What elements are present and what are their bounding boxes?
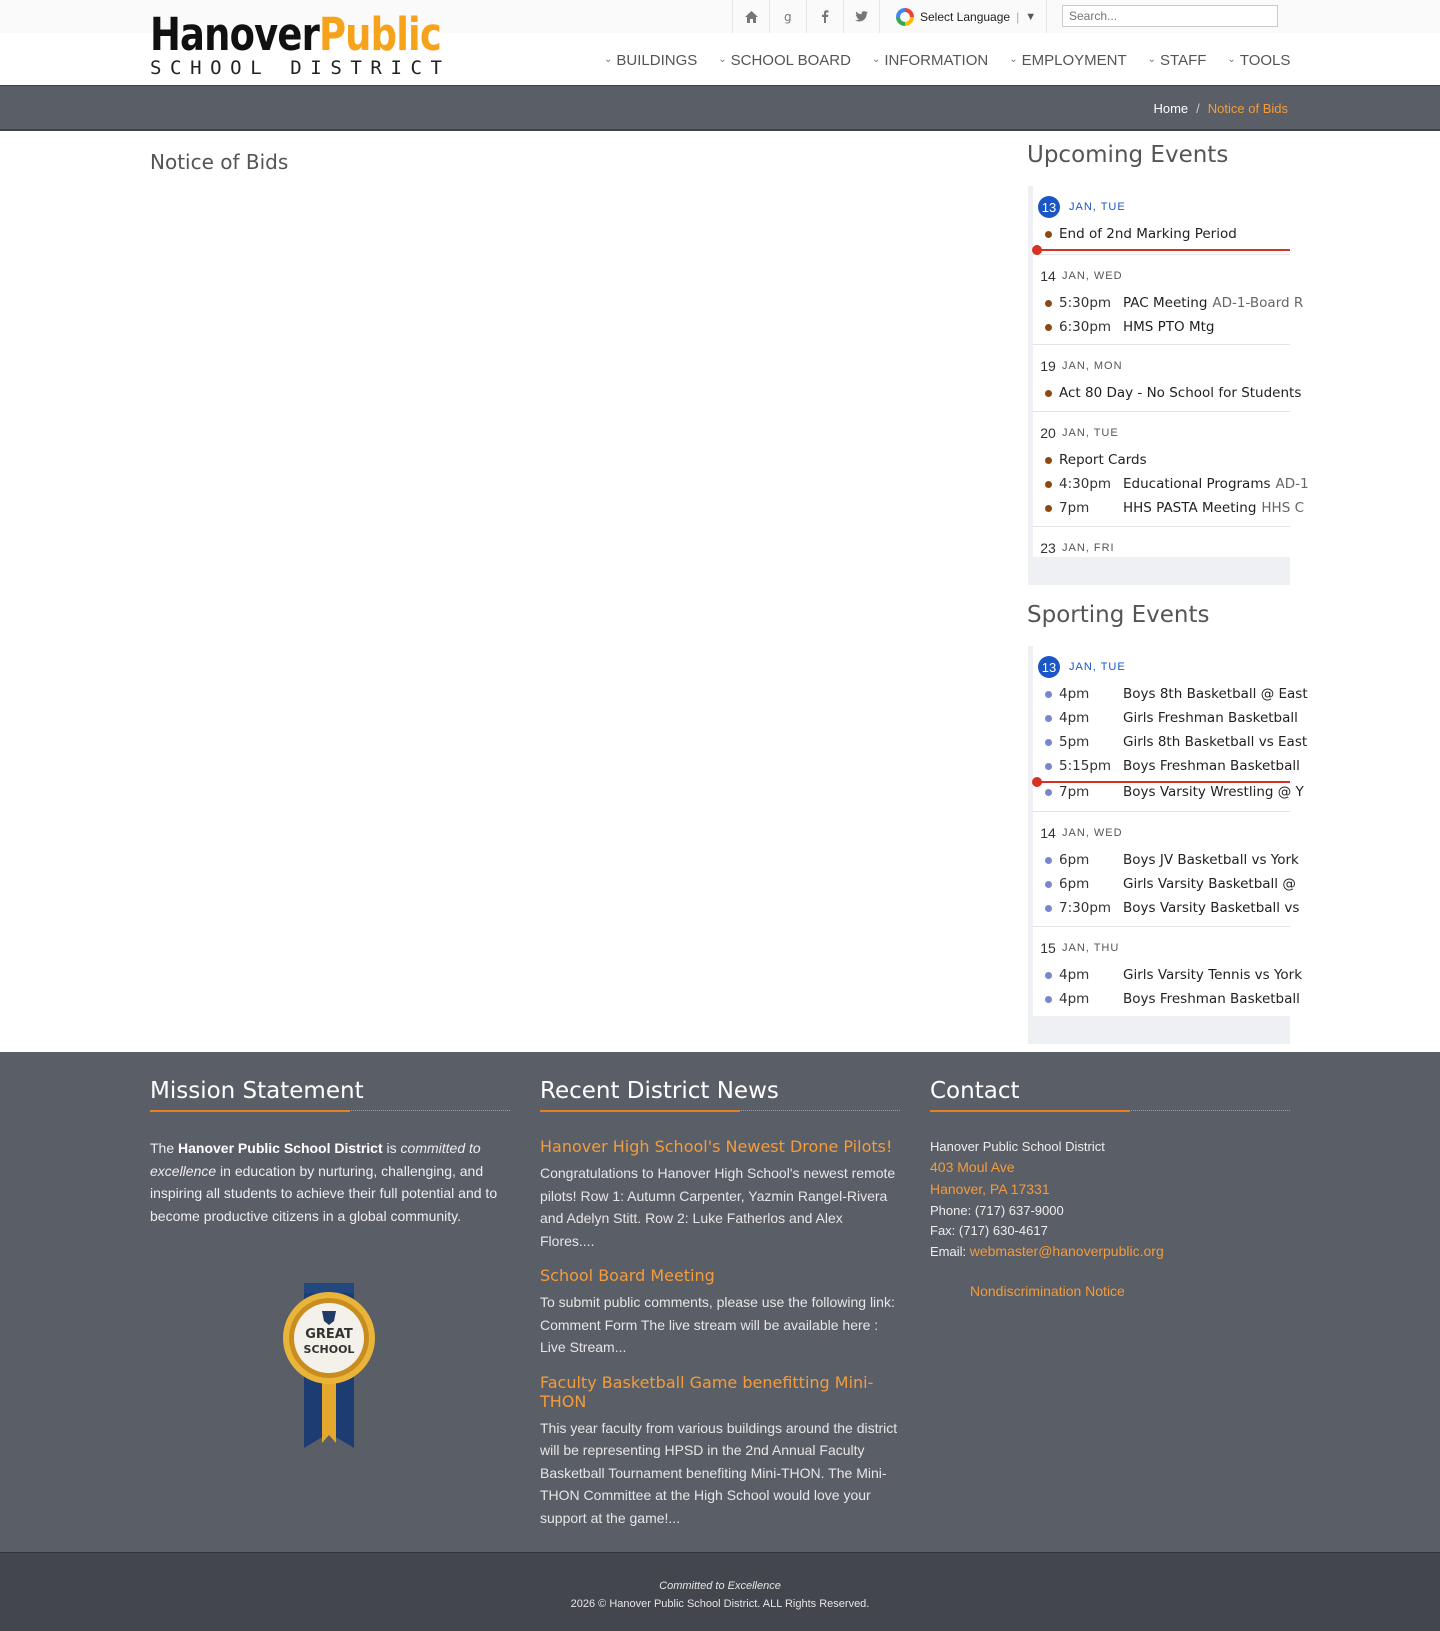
nav-employment[interactable]: ⌄ EMPLOYMENT xyxy=(1009,52,1127,69)
event-dot-icon xyxy=(1045,300,1052,307)
calendar-event[interactable]: 7pm HHS PASTA Meeting HHS C xyxy=(1038,496,1290,520)
today-date-badge: 13 xyxy=(1038,656,1060,678)
news-title: Recent District News xyxy=(540,1078,900,1111)
event-dot-icon xyxy=(1045,763,1052,770)
breadcrumb: Home / Notice of Bids xyxy=(1153,101,1288,116)
event-dot-icon xyxy=(1045,715,1052,722)
twitter-icon[interactable] xyxy=(843,0,880,33)
upcoming-events-calendar xyxy=(1028,186,1309,585)
tagline: Committed to Excellence xyxy=(659,1580,781,1592)
calendar-event[interactable]: 4:30pm Educational Programs AD-1 xyxy=(1038,472,1290,496)
nav-information[interactable]: ⌄ INFORMATION xyxy=(871,52,989,69)
district-logo[interactable] xyxy=(150,8,451,82)
chevron-down-icon: ⌄ xyxy=(1227,54,1236,65)
logo-word-hanover: Hanover xyxy=(150,8,319,61)
breadcrumb-home[interactable]: Home xyxy=(1153,101,1189,116)
calendar-day: 19 JAN, MON Act 80 Day - No School for Students xyxy=(1033,345,1290,412)
news-item: School Board Meeting To submit public comments, please use the following link: Comment Form The live stream will be available here : Live Stream... xyxy=(540,1266,900,1359)
event-dot-icon xyxy=(1045,739,1052,746)
nondiscrimination-link[interactable]: Nondiscrimination Notice xyxy=(970,1283,1125,1299)
event-dot-icon xyxy=(1045,972,1052,979)
calendar-event[interactable]: 6pm Girls Varsity Basketball @ xyxy=(1038,872,1290,896)
calendar-event[interactable]: 4pm Girls Freshman Basketball xyxy=(1038,706,1290,730)
breadcrumb-current: Notice of Bids xyxy=(1207,101,1288,116)
dropdown-arrow-icon: ▼ xyxy=(1025,10,1037,23)
calendar-day: 14 JAN, WED 6pm Boys JV Basketball vs York 6pm Girls Varsity Basketball @ 7:30pm Boys Varsity Basketball vs xyxy=(1033,812,1290,927)
upcoming-events-title: Upcoming Events xyxy=(1027,142,1229,168)
calendar-event[interactable]: 7pm Boys Varsity Wrestling @ Y xyxy=(1038,780,1290,804)
utility-links xyxy=(732,0,1047,33)
news-link[interactable]: Hanover High School's Newest Drone Pilots! xyxy=(540,1137,893,1156)
svg-text:g: g xyxy=(784,9,792,24)
chevron-down-icon: ⌄ xyxy=(871,54,881,65)
page-title: Notice of Bids xyxy=(150,150,289,174)
event-dot-icon xyxy=(1045,505,1052,512)
event-dot-icon xyxy=(1045,481,1052,488)
news-item: Faculty Basketball Game benefitting Mini-THON This year faculty from various buildings around the district will be representing HPSD in the 2nd Annual Faculty Basketball Tournament benefiting Mini-THON. The Mini-THON Committee at the High School would love your support at the game!... xyxy=(540,1373,900,1530)
event-dot-icon xyxy=(1045,905,1052,912)
calendar-day: 15 JAN, THU 4pm Girls Varsity Tennis vs York 4pm Boys Freshman Basketball xyxy=(1033,927,1290,1016)
calendar-event[interactable]: 4pm Boys 8th Basketball @ East xyxy=(1038,682,1290,706)
calendar-day: 20 JAN, TUE Report Cards 4:30pm Educational Programs AD-1 7pm HHS PASTA Meeting HHS C xyxy=(1033,412,1290,527)
event-dot-icon xyxy=(1045,457,1052,464)
chevron-down-icon: ⌄ xyxy=(718,54,727,65)
calendar-event[interactable]: 5:15pm Boys Freshman Basketball xyxy=(1038,754,1290,778)
calendar-event[interactable]: 4pm Girls Varsity Tennis vs York xyxy=(1038,963,1290,987)
calendar-day: 14 JAN, WED 5:30pm PAC Meeting AD-1-Board R 6:30pm HMS PTO Mtg xyxy=(1033,255,1290,345)
logo-subtitle: SCHOOL DISTRICT xyxy=(150,57,451,79)
google-plus-icon[interactable] xyxy=(769,0,806,33)
site-footer xyxy=(0,1052,1440,1552)
chevron-down-icon: ⌄ xyxy=(1147,54,1157,65)
event-dot-icon xyxy=(1045,789,1052,796)
calendar-day: 23 JAN, FRI xyxy=(1040,540,1115,556)
mission-title: Mission Statement xyxy=(150,1078,510,1111)
contact-info: Hanover Public School District 403 Moul Ave Hanover, PA 17331 Phone: (717) 637-9000 Fax: (717) 630-4617 Email: webmaster@hanoverpublic.org xyxy=(930,1139,1164,1259)
address-link[interactable]: 403 Moul Ave xyxy=(930,1159,1015,1175)
language-label: Select Language xyxy=(920,9,1011,24)
event-dot-icon xyxy=(1045,881,1052,888)
sporting-events-title: Sporting Events xyxy=(1027,602,1210,628)
calendar-event[interactable]: 5:30pm PAC Meeting AD-1-Board R xyxy=(1038,291,1290,315)
copyright-text: 2026 © Hanover Public School District. ALL Rights Reserved. xyxy=(570,1598,870,1610)
great-school-award-icon xyxy=(284,1283,374,1453)
breadcrumb-bar xyxy=(0,85,1440,131)
calendar-event[interactable]: 4pm Boys Freshman Basketball xyxy=(1038,987,1290,1011)
contact-column xyxy=(930,1078,1290,1299)
contact-title: Contact xyxy=(930,1078,1290,1111)
facebook-icon[interactable] xyxy=(806,0,843,33)
calendar-event[interactable]: 6:30pm HMS PTO Mtg xyxy=(1038,315,1290,339)
nav-staff[interactable]: ⌄ STAFF xyxy=(1147,52,1207,69)
event-dot-icon xyxy=(1045,231,1052,238)
news-item: Hanover High School's Newest Drone Pilots! Congratulations to Hanover High School's newest remote pilots! Row 1: Autumn Carpenter, Yazmin Rangel-Rivera and Adelyn Stitt. Row 2: Luke Fatherlos and Alex Flores.... xyxy=(540,1137,900,1252)
calendar-event[interactable]: 5pm Girls 8th Basketball vs East xyxy=(1038,730,1290,754)
calendar-day: 13 JAN, TUE End of 2nd Marking Period xyxy=(1033,186,1290,255)
mission-column xyxy=(150,1078,510,1356)
calendar-day: 13 JAN, TUE 4pm Boys 8th Basketball @ East 4pm Girls Freshman Basketball 5pm Girls 8th Basketball vs East 5:15pm Boys Freshman Basketball 7pm Boys Varsity Wrestling @ Y xyxy=(1033,646,1290,812)
news-column xyxy=(540,1078,900,1529)
address-city-link[interactable]: Hanover, PA 17331 xyxy=(930,1181,1050,1197)
news-link[interactable]: Faculty Basketball Game benefitting Mini-THON xyxy=(540,1372,874,1411)
sporting-events-calendar xyxy=(1028,646,1308,1044)
current-time-indicator xyxy=(1033,781,1290,783)
calendar-event[interactable]: 7:30pm Boys Varsity Basketball vs xyxy=(1038,896,1290,920)
event-dot-icon xyxy=(1045,857,1052,864)
copyright-bar xyxy=(0,1552,1440,1631)
google-icon xyxy=(896,8,914,26)
calendar-event[interactable]: Act 80 Day - No School for Students xyxy=(1038,381,1290,405)
mission-text: The Hanover Public School District is committed to excellence in education by nurturing, challenging, and inspiring all students to achieve their full potential and to become productive citizens in a global community. xyxy=(150,1140,498,1224)
event-dot-icon xyxy=(1045,996,1052,1003)
event-dot-icon xyxy=(1045,691,1052,698)
today-date-badge: 13 xyxy=(1038,196,1060,218)
home-icon[interactable] xyxy=(732,0,769,33)
svg-text:GREAT: GREAT xyxy=(305,1327,353,1342)
calendar-event[interactable]: End of 2nd Marking Period xyxy=(1038,222,1290,246)
nav-buildings[interactable]: ⌄ BUILDINGS xyxy=(604,52,698,69)
chevron-down-icon: ⌄ xyxy=(1009,54,1018,65)
calendar-event[interactable]: 6pm Boys JV Basketball vs York xyxy=(1038,848,1290,872)
current-time-indicator xyxy=(1033,249,1290,251)
event-dot-icon xyxy=(1045,324,1052,331)
search-input[interactable] xyxy=(1062,5,1278,27)
calendar-event[interactable]: Report Cards xyxy=(1038,448,1290,472)
svg-text:SCHOOL: SCHOOL xyxy=(303,1343,355,1356)
nav-tools[interactable]: ⌄ TOOLS xyxy=(1227,52,1291,69)
news-link[interactable]: School Board Meeting xyxy=(540,1266,715,1285)
email-link[interactable]: webmaster@hanoverpublic.org xyxy=(969,1243,1164,1259)
event-dot-icon xyxy=(1045,390,1052,397)
logo-word-public: Public xyxy=(318,8,441,61)
main-nav xyxy=(604,52,1290,69)
chevron-down-icon: ⌄ xyxy=(604,54,613,65)
language-selector[interactable]: Select Language | ▼ xyxy=(880,0,1047,33)
nav-school-board[interactable]: ⌄ SCHOOL BOARD xyxy=(718,52,851,69)
